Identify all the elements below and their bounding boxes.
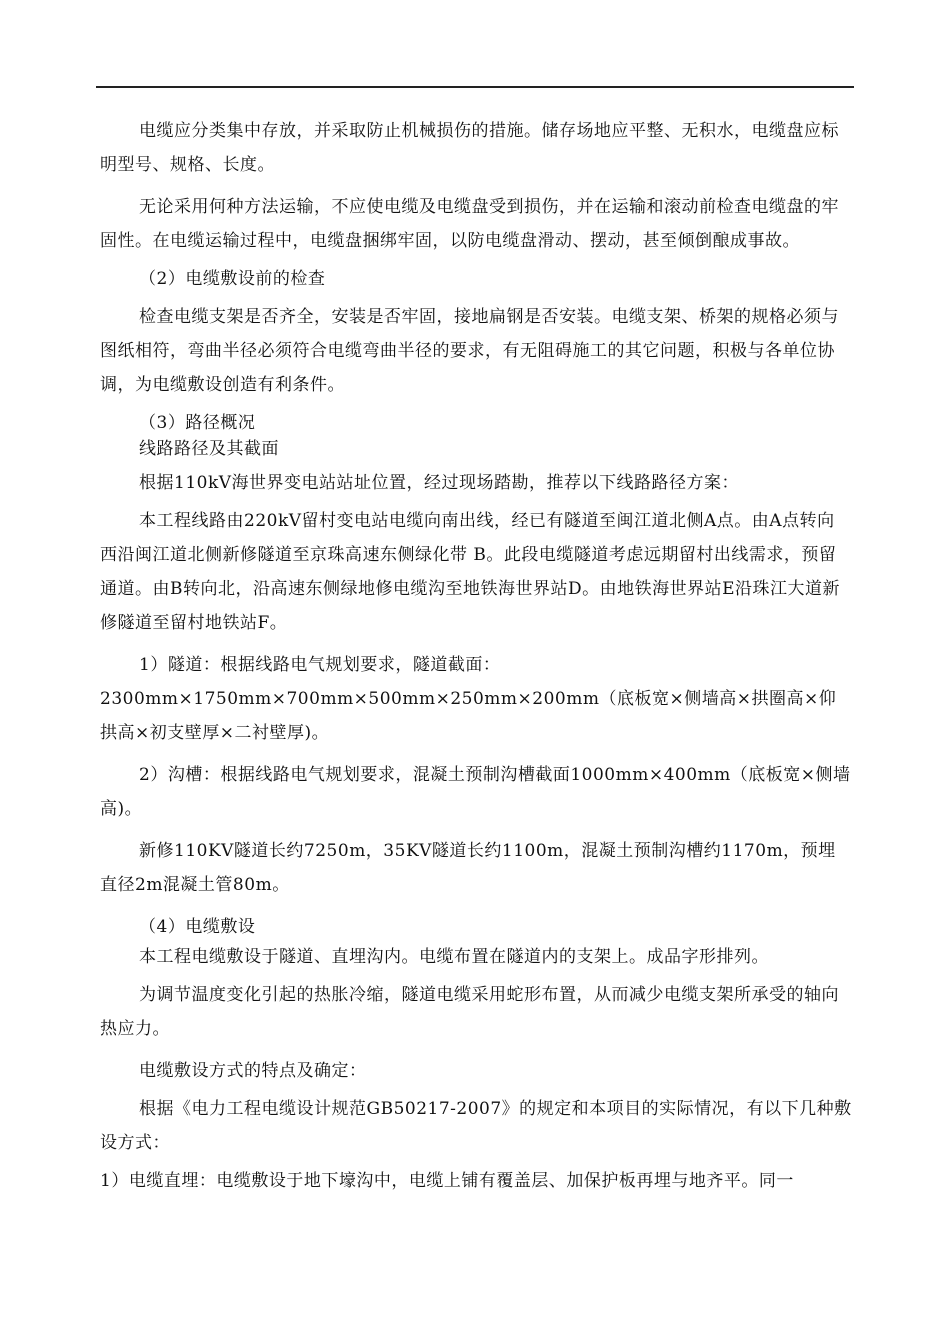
subheading-route: 线路路径及其截面 — [139, 439, 279, 459]
paragraph-method-features: 电缆敷设方式的特点及确定： — [139, 1061, 367, 1081]
header-rule — [96, 86, 854, 88]
document-body — [100, 114, 852, 1198]
paragraph-tunnel: 1）隧道：根据线路电气规划要求，隧道截面：2300mm×1750mm×700mm×500mm×250mm×200mm（底板宽×侧墙高×拱圈高×仰拱高×初支壁厚×二衬壁厚)。 — [100, 655, 837, 743]
paragraph-direct-burial: 1）电缆直埋：电缆敷设于地下壕沟中，电缆上铺有覆盖层、加保护板再埋与地齐平。同一 — [100, 1171, 794, 1191]
paragraph-lengths: 新修110KV隧道长约7250m，35KV隧道长约1100m，混凝土预制沟槽约1170m，预埋直径2m混凝土管80m。 — [100, 841, 836, 895]
paragraph-snake-layout: 为调节温度变化引起的热胀冷缩，隧道电缆采用蛇形布置，从而减少电缆支架所承受的轴向热应力。 — [100, 985, 839, 1039]
section-heading-4: （4）电缆敷设 — [139, 917, 256, 937]
paragraph-standard: 根据《电力工程电缆设计规范GB50217-2007》的规定和本项目的实际情况，有以下几种敷设方式： — [100, 1099, 852, 1153]
paragraph-storage: 电缆应分类集中存放，并采取防止机械损伤的措施。储存场地应平整、无积水，电缆盘应标明型号、规格、长度。 — [100, 121, 839, 175]
paragraph-route-intro: 根据110kV海世界变电站站址位置，经过现场踏勘，推荐以下线路路径方案： — [139, 473, 740, 493]
section-heading-2: （2）电缆敷设前的检查 — [139, 269, 326, 289]
section-heading-3: （3）路径概况 — [139, 413, 256, 433]
paragraph-route-detail: 本工程线路由220kV留村变电站电缆向南出线，经已有隧道至闽江道北侧A点。由A点转向西沿闽江道北侧新修隧道至京珠高速东侧绿化带 B。此段电缆隧道考虑远期留村出线需求，预留通道。由B转向北，沿高速东侧绿地修电缆沟至地铁海世界站D。由地铁海世界站E沿珠江大道新修隧道至留村地铁站F。 — [100, 511, 841, 633]
paragraph-inspection: 检查电缆支架是否齐全，安装是否牢固，接地扁钢是否安装。电缆支架、桥架的规格必须与图纸相符，弯曲半径必须符合电缆弯曲半径的要求，有无阻碍施工的其它问题，积极与各单位协调，为电缆敷设创造有利条件。 — [100, 307, 839, 395]
paragraph-transport: 无论采用何种方法运输，不应使电缆及电缆盘受到损伤，并在运输和滚动前检查电缆盘的牢固性。在电缆运输过程中，电缆盘捆绑牢固，以防电缆盘滑动、摆动，甚至倾倒酿成事故。 — [100, 197, 839, 251]
paragraph-trench: 2）沟槽：根据线路电气规划要求，混凝土预制沟槽截面1000mm×400mm（底板宽×侧墙高)。 — [100, 765, 851, 819]
paragraph-laying: 本工程电缆敷设于隧道、直埋沟内。电缆布置在隧道内的支架上。成品字形排列。 — [139, 947, 769, 967]
